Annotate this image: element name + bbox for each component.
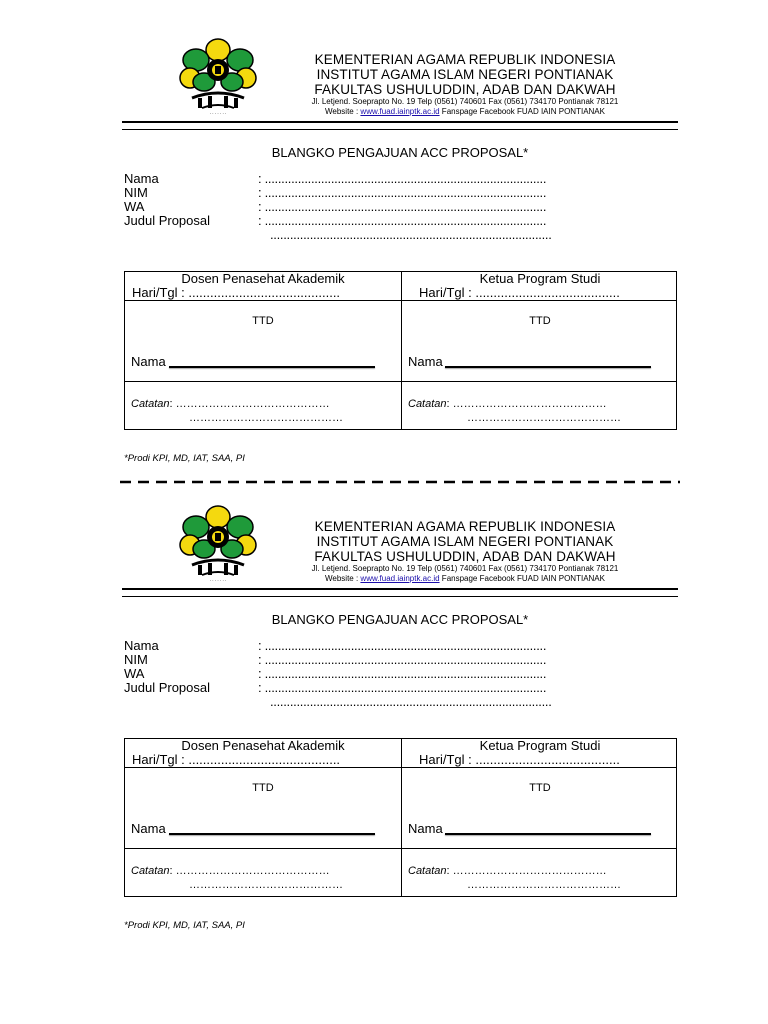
field-dots-wa[interactable]: : ..................................................................................... [258, 199, 547, 214]
signature-table [124, 271, 677, 430]
left-ttd: TTD [252, 315, 274, 327]
table-divider-vertical [401, 272, 402, 429]
prodi-footnote: *Prodi KPI, MD, IAT, SAA, PI [124, 920, 245, 931]
left-catatan-label: Catatan [131, 865, 170, 877]
field-dots-judul-continued[interactable]: ..................................................................................... [270, 694, 552, 709]
right-ttd: TTD [529, 782, 551, 794]
right-col-heading: Ketua Program Studi [479, 271, 601, 286]
iain-logo-icon [176, 503, 260, 583]
ministry-name: KEMENTERIAN AGAMA REPUBLIK INDONESIA [314, 52, 616, 67]
form-title: BLANGKO PENGAJUAN ACC PROPOSAL* [271, 145, 529, 160]
form-title: BLANGKO PENGAJUAN ACC PROPOSAL* [271, 612, 529, 627]
left-hari-tgl[interactable]: Hari/Tgl : .......................................... [132, 285, 341, 300]
right-hari-tgl[interactable]: Hari/Tgl : ........................................ [419, 285, 620, 300]
field-label-wa: WA [124, 199, 145, 214]
table-divider-vertical [401, 739, 402, 896]
field-dots-judul[interactable]: : ..................................................................................... [258, 680, 547, 695]
left-ttd: TTD [252, 782, 274, 794]
left-catatan-dots: : …………………………………… [169, 865, 330, 877]
field-dots-judul-continued[interactable]: ..................................................................................... [270, 227, 552, 242]
fanspage-text: Fanspage Facebook FUAD IAIN PONTIANAK [439, 574, 605, 583]
field-dots-wa[interactable]: : ..................................................................................... [258, 666, 547, 681]
header-rule-bottom [122, 129, 678, 130]
right-ttd: TTD [529, 315, 551, 327]
right-catatan-dots: : …………………………………… [446, 865, 607, 877]
field-label-nim: NIM [124, 652, 148, 667]
field-dots-nama[interactable]: : ..................................................................................... [258, 638, 547, 653]
form-copy-1 [0, 0, 768, 470]
table-divider-notes [125, 848, 676, 849]
right-catatan-dots-2[interactable]: …………………………………… [467, 412, 621, 424]
field-dots-nim[interactable]: : ..................................................................................... [258, 652, 547, 667]
address-text: Jl. Letjend. Soeprapto No. 19 Telp (0561) 740601 Fax (0561) 734170 Pontianak 78121 [311, 97, 619, 106]
left-col-heading: Dosen Penasehat Akademik [181, 738, 345, 753]
right-signature-line[interactable] [445, 833, 651, 835]
right-catatan[interactable] [408, 397, 607, 411]
website-prefix: Website : [325, 574, 361, 583]
header-rule-bottom [122, 596, 678, 597]
field-label-wa: WA [124, 666, 145, 681]
field-dots-judul[interactable]: : ..................................................................................... [258, 213, 547, 228]
right-catatan[interactable] [408, 864, 607, 878]
right-catatan-dots: : …………………………………… [446, 398, 607, 410]
header-rule-top [122, 588, 678, 590]
website-line [270, 574, 660, 584]
form-copy-2 [0, 467, 768, 937]
table-divider-notes [125, 381, 676, 382]
left-catatan-label: Catatan [131, 398, 170, 410]
left-catatan[interactable] [131, 397, 330, 411]
right-nama-label: Nama [408, 821, 443, 836]
signature-table [124, 738, 677, 897]
left-catatan-dots-2[interactable]: …………………………………… [189, 412, 343, 424]
field-label-nama: Nama [124, 171, 159, 186]
right-signature-line[interactable] [445, 366, 651, 368]
left-catatan-dots: : …………………………………… [169, 398, 330, 410]
svg-text:· · · · · · ·: · · · · · · · [209, 578, 227, 583]
table-divider-head [125, 300, 676, 301]
website-link[interactable]: www.fuad.iainptk.ac.id [360, 574, 440, 583]
right-hari-tgl[interactable]: Hari/Tgl : ........................................ [419, 752, 620, 767]
prodi-footnote: *Prodi KPI, MD, IAT, SAA, PI [124, 453, 245, 464]
left-nama-label: Nama [131, 821, 166, 836]
left-col-heading: Dosen Penasehat Akademik [181, 271, 345, 286]
left-hari-tgl[interactable]: Hari/Tgl : .......................................... [132, 752, 341, 767]
left-catatan-dots-2[interactable]: …………………………………… [189, 879, 343, 891]
left-nama-label: Nama [131, 354, 166, 369]
right-catatan-dots-2[interactable]: …………………………………… [467, 879, 621, 891]
field-label-judul: Judul Proposal [124, 680, 210, 695]
website-link[interactable]: www.fuad.iainptk.ac.id [360, 107, 440, 116]
right-catatan-label: Catatan [408, 398, 447, 410]
website-prefix: Website : [325, 107, 361, 116]
left-signature-line[interactable] [169, 366, 375, 368]
field-label-nama: Nama [124, 638, 159, 653]
website-line [270, 107, 660, 117]
fanspage-text: Fanspage Facebook FUAD IAIN PONTIANAK [439, 107, 605, 116]
iain-logo-icon [176, 36, 260, 116]
right-col-heading: Ketua Program Studi [479, 738, 601, 753]
faculty-name: FAKULTAS USHULUDDIN, ADAB DAN DAKWAH [314, 82, 616, 97]
table-divider-head [125, 767, 676, 768]
address-text: Jl. Letjend. Soeprapto No. 19 Telp (0561) 740601 Fax (0561) 734170 Pontianak 78121 [311, 564, 619, 573]
institute-name: INSTITUT AGAMA ISLAM NEGERI PONTIANAK [316, 67, 614, 82]
letterhead [270, 519, 660, 584]
field-dots-nama[interactable]: : ..................................................................................... [258, 171, 547, 186]
institute-name: INSTITUT AGAMA ISLAM NEGERI PONTIANAK [316, 534, 614, 549]
ministry-name: KEMENTERIAN AGAMA REPUBLIK INDONESIA [314, 519, 616, 534]
left-catatan[interactable] [131, 864, 330, 878]
right-catatan-label: Catatan [408, 865, 447, 877]
faculty-name: FAKULTAS USHULUDDIN, ADAB DAN DAKWAH [314, 549, 616, 564]
right-nama-label: Nama [408, 354, 443, 369]
field-label-nim: NIM [124, 185, 148, 200]
header-rule-top [122, 121, 678, 123]
left-signature-line[interactable] [169, 833, 375, 835]
letterhead [270, 52, 660, 117]
field-label-judul: Judul Proposal [124, 213, 210, 228]
field-dots-nim[interactable]: : ..................................................................................... [258, 185, 547, 200]
svg-text:· · · · · · ·: · · · · · · · [209, 111, 227, 116]
